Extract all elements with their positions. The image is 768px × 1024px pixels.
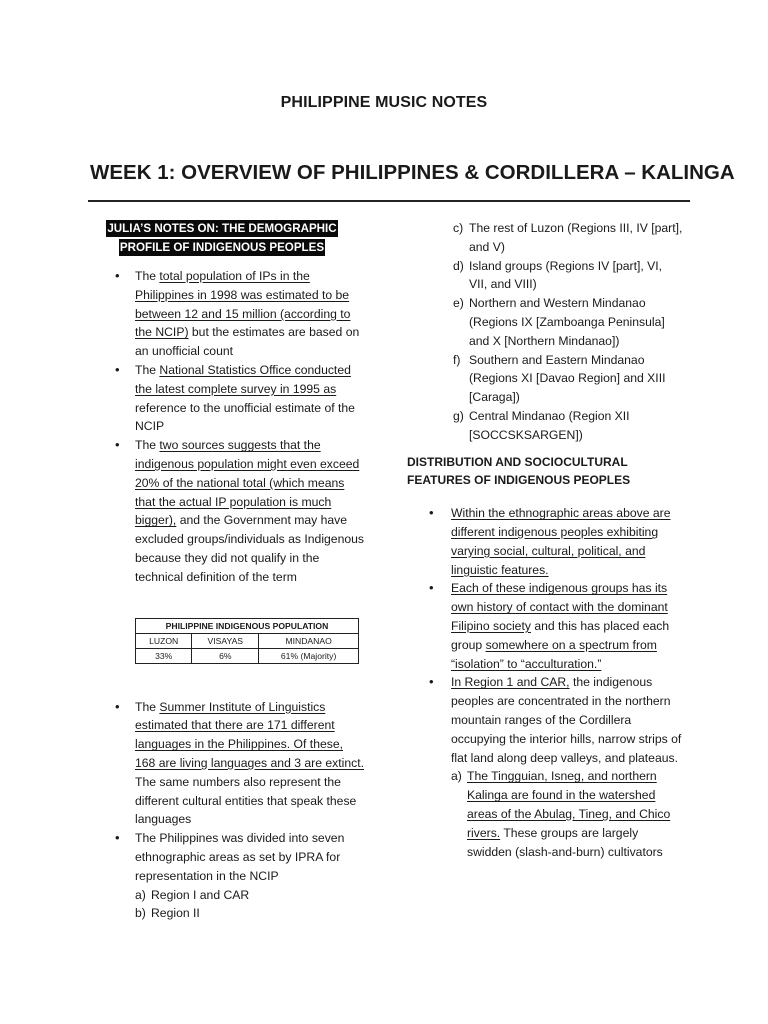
underlined-text: National Statistics Office conducted the latest complete survey in 1995 as	[135, 362, 351, 396]
text: and this has placed each group	[451, 618, 670, 652]
underlined-text: total population of IPs in the Philippines in 1998 was estimated to be between 12 and 15 million (according to the NCIP)	[135, 269, 351, 340]
text: The	[135, 699, 160, 714]
list-item	[113, 829, 365, 923]
table-cell: 61% (Majority)	[259, 648, 359, 663]
table-cell: 6%	[192, 648, 259, 663]
title-divider	[88, 200, 690, 202]
profile-heading	[101, 219, 343, 257]
table-row	[136, 633, 359, 648]
text: Northern and Western Mindanao (Regions IX [Zamboanga Peninsula] and X [Northern Mindanao])	[469, 296, 665, 348]
list-item	[113, 361, 365, 436]
list-marker: f)	[453, 352, 461, 367]
text: Central Mindanao (Region XII [SOCCSKSARGEN])	[469, 408, 630, 442]
underlined-text: The Tingguian, Isneg, and northern Kalinga are found in the watershed areas of the Abulag, Tineg, and Chico rivers.	[467, 769, 671, 840]
text: The rest of Luzon (Regions III, IV [part], and V)	[469, 221, 683, 254]
text: and the Government may have excluded groups/individuals as Indigenous because they did not qualify in the technical definition of the term	[135, 513, 365, 584]
list-marker: a)	[135, 887, 146, 902]
table-cell: 33%	[136, 648, 192, 663]
list-item	[453, 219, 683, 257]
list-item	[135, 886, 365, 905]
document-title: PHILIPPINE MUSIC NOTES	[280, 94, 488, 111]
list-marker: a)	[451, 769, 462, 784]
table-header-cell: VISAYAS	[192, 633, 259, 648]
text: Region II	[151, 906, 200, 921]
ethnographic-area-list	[135, 886, 365, 924]
population-table	[135, 618, 359, 664]
underlined-text: In Region 1 and CAR,	[451, 675, 570, 690]
heading-line: FEATURES OF INDIGENOUS PEOPLES	[407, 473, 631, 488]
list-item	[453, 257, 683, 295]
list-marker: c)	[453, 221, 464, 235]
heading-line: DISTRIBUTION AND SOCIOCULTURAL	[407, 454, 628, 469]
list-item	[453, 294, 683, 350]
text: The same numbers also represent the different cultural entities that speak these languages	[135, 774, 357, 827]
list-item	[407, 673, 683, 861]
table-row	[136, 648, 359, 663]
text: The	[135, 438, 160, 453]
list-item	[453, 407, 683, 445]
table-row	[136, 618, 359, 633]
text: The Philippines was divided into seven ethnographic areas as set by IPRA for representation in the NCIP	[135, 831, 345, 883]
list-marker: e)	[453, 296, 464, 311]
list-marker: g)	[453, 408, 464, 423]
left-column	[107, 219, 365, 923]
right-column	[407, 219, 683, 861]
underlined-text: Each of these indigenous groups has its own history of contact with the dominant Filipino society	[451, 581, 668, 633]
distribution-heading	[407, 453, 683, 491]
week-title: WEEK 1: OVERVIEW OF PHILIPPINES & CORDILLERA – KALINGA	[90, 161, 735, 184]
region1-subgroup-list	[451, 767, 683, 861]
list-item	[113, 436, 365, 586]
text: The	[135, 269, 160, 283]
text: Region I and CAR	[151, 887, 250, 902]
distribution-bullet-list	[407, 504, 683, 861]
underlined-text: Summer Institute of Linguistics estimated that there are 171 different languages in the Philippines. Of these, 168 are living languages and 3 are extinct.	[135, 699, 365, 770]
profile-heading-line1: JULIA’S NOTES ON: THE DEMOGRAPHIC	[107, 222, 337, 235]
list-item	[453, 351, 683, 407]
profile-heading-line2: PROFILE OF INDIGENOUS PEOPLES	[119, 241, 325, 254]
list-item	[135, 904, 365, 923]
list-item	[407, 504, 683, 579]
demographic-bullet-list	[113, 267, 365, 587]
table-header-cell: LUZON	[136, 633, 192, 648]
table-header-cell: MINDANAO	[259, 633, 359, 648]
list-marker: b)	[135, 906, 146, 921]
list-marker: d)	[453, 258, 464, 273]
text: These groups are largely swidden (slash-and-burn) cultivators	[467, 825, 663, 859]
text: The	[135, 362, 160, 377]
text: Island groups (Regions IV [part], VI, VII, and VIII)	[469, 258, 663, 292]
list-item	[407, 579, 683, 673]
text: Southern and Eastern Mindanao (Regions XI [Davao Region] and XIII [Caraga])	[469, 352, 666, 405]
text: but the estimates are based on an unofficial count	[135, 325, 360, 359]
ethnographic-area-list-continued	[453, 219, 683, 445]
linguistic-bullet-list	[113, 698, 365, 924]
list-item	[113, 698, 365, 830]
list-item	[451, 767, 683, 861]
underlined-text: somewhere on a spectrum from “isolation” to “acculturation.”	[451, 637, 657, 671]
table-title: PHILIPPINE INDIGENOUS POPULATION	[136, 618, 359, 633]
text: the indigenous peoples are concentrated in the northern mountain ranges of the Cordillera occupying the interior hills, narrow strips of flat land along deep valleys, and plateaus.	[451, 675, 682, 765]
underlined-text: two sources suggests that the indigenous population might even exceed 20% of the national total (which means that the actual IP population is much bigger),	[135, 438, 360, 528]
text: reference to the unofficial estimate of the NCIP	[135, 400, 355, 434]
list-item	[113, 267, 365, 361]
underlined-text: Within the ethnographic areas above are different indigenous peoples exhibiting varying social, cultural, political, and linguistic features.	[451, 506, 671, 577]
